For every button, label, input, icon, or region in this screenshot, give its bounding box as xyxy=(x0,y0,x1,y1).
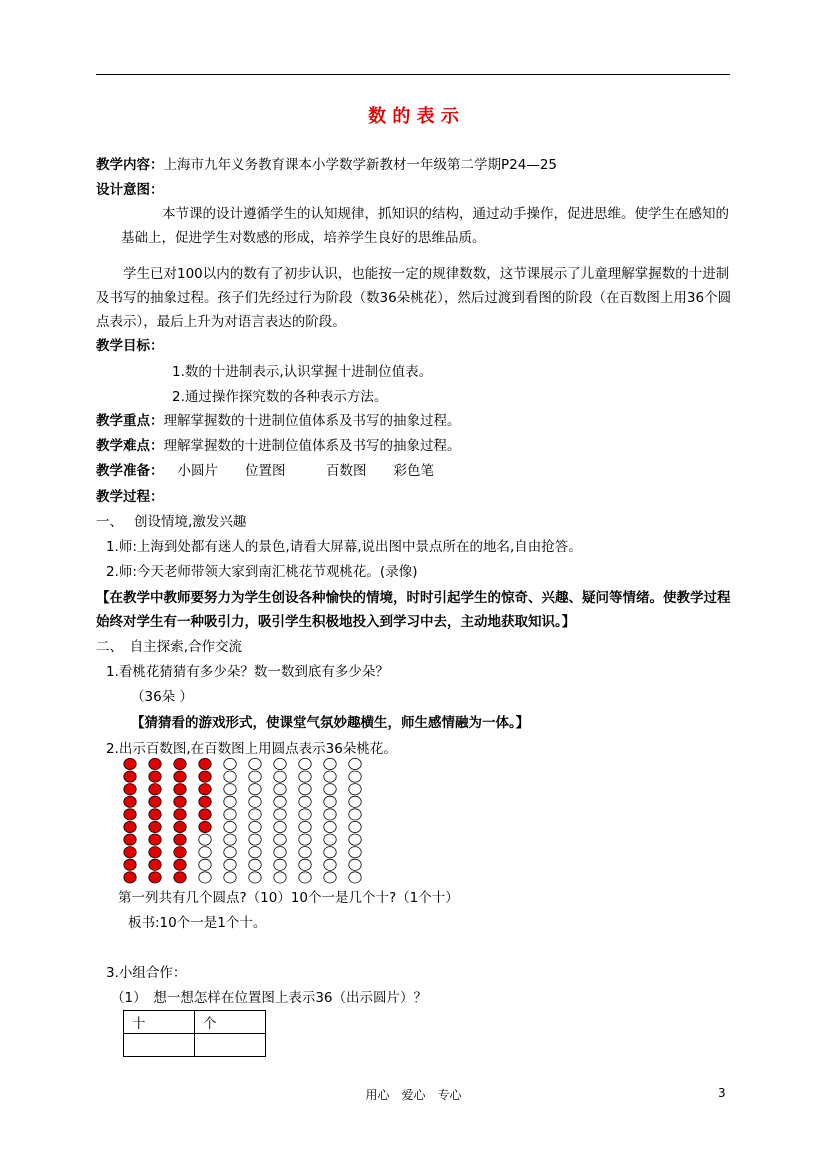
empty-dot xyxy=(324,784,336,795)
empty-dot xyxy=(199,847,211,858)
empty-dot xyxy=(249,758,261,769)
empty-dot xyxy=(274,796,286,807)
tens-header: 十 xyxy=(124,1011,195,1034)
empty-dot xyxy=(249,821,261,832)
filled-dot xyxy=(149,771,161,782)
filled-dot xyxy=(124,784,136,795)
empty-dot xyxy=(324,834,336,845)
section-2-answer-1: （36朵 ） xyxy=(131,689,193,705)
sub-question-1: （1） 想一想怎样在位置图上表示36（出示圆片）？ xyxy=(111,990,428,1006)
empty-dot xyxy=(274,859,286,870)
empty-dot xyxy=(324,796,336,807)
content-line xyxy=(96,156,557,174)
empty-dot xyxy=(299,847,311,858)
empty-dot xyxy=(199,872,211,883)
content-text: 上海市九年义务教育课本小学数学新教材一年级第二学期P24—25 xyxy=(163,157,557,173)
filled-dot xyxy=(199,771,211,782)
design-paragraph-1: 本节课的设计遵循学生的认知规律，抓知识的结构，通过动手操作，促进思维。使学生在感知的基础上，促进学生对数感的形成，培养学生良好的思维品质。 xyxy=(121,206,729,246)
filled-dot xyxy=(124,872,136,883)
empty-dot xyxy=(199,834,211,845)
prep-label: 教学准备： xyxy=(96,463,164,479)
empty-dot xyxy=(249,847,261,858)
empty-dot xyxy=(324,859,336,870)
empty-dot xyxy=(299,796,311,807)
key-point-line xyxy=(96,412,461,430)
header-rule xyxy=(96,74,730,75)
empty-dot xyxy=(249,834,261,845)
prep-text: 小圆片 位置图 百数图 彩色笔 xyxy=(177,463,434,479)
difficulty-label: 教学难点： xyxy=(96,438,164,454)
filled-dot xyxy=(174,809,186,820)
filled-dot xyxy=(174,796,186,807)
section-1-item-1: 1.师:上海到处都有迷人的景色,请看大屏幕,说出图中景点所在的地名,自由抢答。 xyxy=(106,539,582,555)
empty-dot xyxy=(299,859,311,870)
empty-dot xyxy=(224,821,236,832)
process-label: 教学过程： xyxy=(96,489,164,505)
empty-dot xyxy=(349,859,361,870)
prep-line xyxy=(96,462,434,480)
empty-dot xyxy=(299,771,311,782)
section-2-heading: 二、 自主探索,合作交流 xyxy=(96,639,243,655)
filled-dot xyxy=(174,771,186,782)
filled-dot xyxy=(149,796,161,807)
filled-dot xyxy=(149,758,161,769)
filled-dot xyxy=(124,859,136,870)
key-point-text: 理解掌握数的十进制位值体系及书写的抽象过程。 xyxy=(163,413,461,429)
empty-dot xyxy=(274,834,286,845)
filled-dot xyxy=(149,821,161,832)
design-paragraph-2: 学生已对100以内的数有了初步认识，也能按一定的规律数数，这节课展示了儿童理解掌握数的十进制及书写的抽象过程。孩子们先经过行为阶段（数36朵桃花），然后过渡到看图的阶段（在百数图上用36个圆点表示），最后上升为对语言表达的阶段。 xyxy=(96,266,732,330)
filled-dot xyxy=(149,847,161,858)
empty-dot xyxy=(224,809,236,820)
section-1-item-2: 2.师:今天老师带领大家到南汇桃花节观桃花。(录像) xyxy=(106,564,418,580)
teaching-note-2: 【猜猜看的游戏形式，使课堂气氛妙趣横生，师生感情融为一体。】 xyxy=(131,715,530,731)
empty-dot xyxy=(299,872,311,883)
place-value-table xyxy=(123,1010,266,1057)
hundred-dot-chart xyxy=(118,752,378,892)
empty-dot xyxy=(324,872,336,883)
empty-dot xyxy=(274,784,286,795)
empty-dot xyxy=(349,758,361,769)
tens-cell xyxy=(124,1034,195,1057)
filled-dot xyxy=(124,821,136,832)
empty-dot xyxy=(324,771,336,782)
empty-dot xyxy=(299,821,311,832)
filled-dot xyxy=(174,834,186,845)
filled-dot xyxy=(124,834,136,845)
filled-dot xyxy=(199,784,211,795)
filled-dot xyxy=(149,859,161,870)
filled-dot xyxy=(124,809,136,820)
empty-dot xyxy=(274,821,286,832)
empty-dot xyxy=(299,758,311,769)
goals-label: 教学目标： xyxy=(96,338,164,354)
empty-dot xyxy=(299,834,311,845)
ones-cell xyxy=(195,1034,266,1057)
filled-dot xyxy=(124,847,136,858)
difficulty-line xyxy=(96,437,461,455)
filled-dot xyxy=(124,771,136,782)
empty-dot xyxy=(324,758,336,769)
filled-dot xyxy=(149,784,161,795)
footer-text: 用心 爱心 专心 xyxy=(365,1088,462,1102)
empty-dot xyxy=(349,796,361,807)
empty-dot xyxy=(274,872,286,883)
filled-dot xyxy=(174,784,186,795)
empty-dot xyxy=(349,809,361,820)
empty-dot xyxy=(224,847,236,858)
filled-dot xyxy=(199,758,211,769)
empty-dot xyxy=(224,834,236,845)
empty-dot xyxy=(299,784,311,795)
empty-dot xyxy=(274,758,286,769)
section-2-item-1: 1.看桃花猜猜有多少朵？数一数到底有多少朵？ xyxy=(106,664,389,680)
empty-dot xyxy=(249,872,261,883)
empty-dot xyxy=(274,809,286,820)
filled-dot xyxy=(174,758,186,769)
filled-dot xyxy=(124,796,136,807)
empty-dot xyxy=(299,809,311,820)
filled-dot xyxy=(174,847,186,858)
empty-dot xyxy=(224,771,236,782)
empty-dot xyxy=(274,771,286,782)
page-number: 3 xyxy=(718,1086,726,1100)
empty-dot xyxy=(199,859,211,870)
filled-dot xyxy=(174,872,186,883)
filled-dot xyxy=(124,758,136,769)
goal-item-1: 1.数的十进制表示,认识掌握十进制位值表。 xyxy=(172,364,433,380)
difficulty-text: 理解掌握数的十进制位值体系及书写的抽象过程。 xyxy=(163,438,461,454)
section-1-heading: 一、 创设情境,激发兴趣 xyxy=(96,514,247,530)
empty-dot xyxy=(349,784,361,795)
goal-item-2: 2.通过操作探究数的各种表示方法。 xyxy=(172,389,388,405)
empty-dot xyxy=(274,847,286,858)
section-2-item-3: 3.小组合作： xyxy=(106,965,187,981)
empty-dot xyxy=(224,872,236,883)
empty-dot xyxy=(324,847,336,858)
ones-header: 个 xyxy=(195,1011,266,1034)
empty-dot xyxy=(249,784,261,795)
empty-dot xyxy=(224,758,236,769)
filled-dot xyxy=(199,809,211,820)
column-question: 第一列共有几个圆点?（10）10个一是几个十?（1个十） xyxy=(118,890,459,906)
page-title: 数 的 表 示 xyxy=(368,106,459,127)
filled-dot xyxy=(199,821,211,832)
filled-dot xyxy=(149,809,161,820)
empty-dot xyxy=(324,821,336,832)
empty-dot xyxy=(349,872,361,883)
filled-dot xyxy=(149,872,161,883)
filled-dot xyxy=(149,834,161,845)
key-point-label: 教学重点： xyxy=(96,413,164,429)
section-2-item-2: 2.出示百数图,在百数图上用圆点表示36朵桃花。 xyxy=(106,741,397,757)
filled-dot xyxy=(199,796,211,807)
empty-dot xyxy=(224,859,236,870)
empty-dot xyxy=(224,784,236,795)
empty-dot xyxy=(349,847,361,858)
content-label: 教学内容： xyxy=(96,157,164,173)
empty-dot xyxy=(249,796,261,807)
empty-dot xyxy=(249,771,261,782)
design-label: 设计意图： xyxy=(96,182,164,198)
empty-dot xyxy=(249,859,261,870)
empty-dot xyxy=(249,809,261,820)
empty-dot xyxy=(324,809,336,820)
teaching-note-1: 【在教学中教师要努力为学生创设各种愉快的情境，时时引起学生的惊奇、兴趣、疑问等情绪。使教学过程始终对学生有一种吸引力，吸引学生积极地投入到学习中去，主动地获取知识。】 xyxy=(96,590,731,630)
filled-dot xyxy=(174,859,186,870)
filled-dot xyxy=(174,821,186,832)
empty-dot xyxy=(349,821,361,832)
empty-dot xyxy=(349,834,361,845)
empty-dot xyxy=(349,771,361,782)
empty-dot xyxy=(224,796,236,807)
board-writing: 板书:10个一是1个十。 xyxy=(128,915,267,931)
